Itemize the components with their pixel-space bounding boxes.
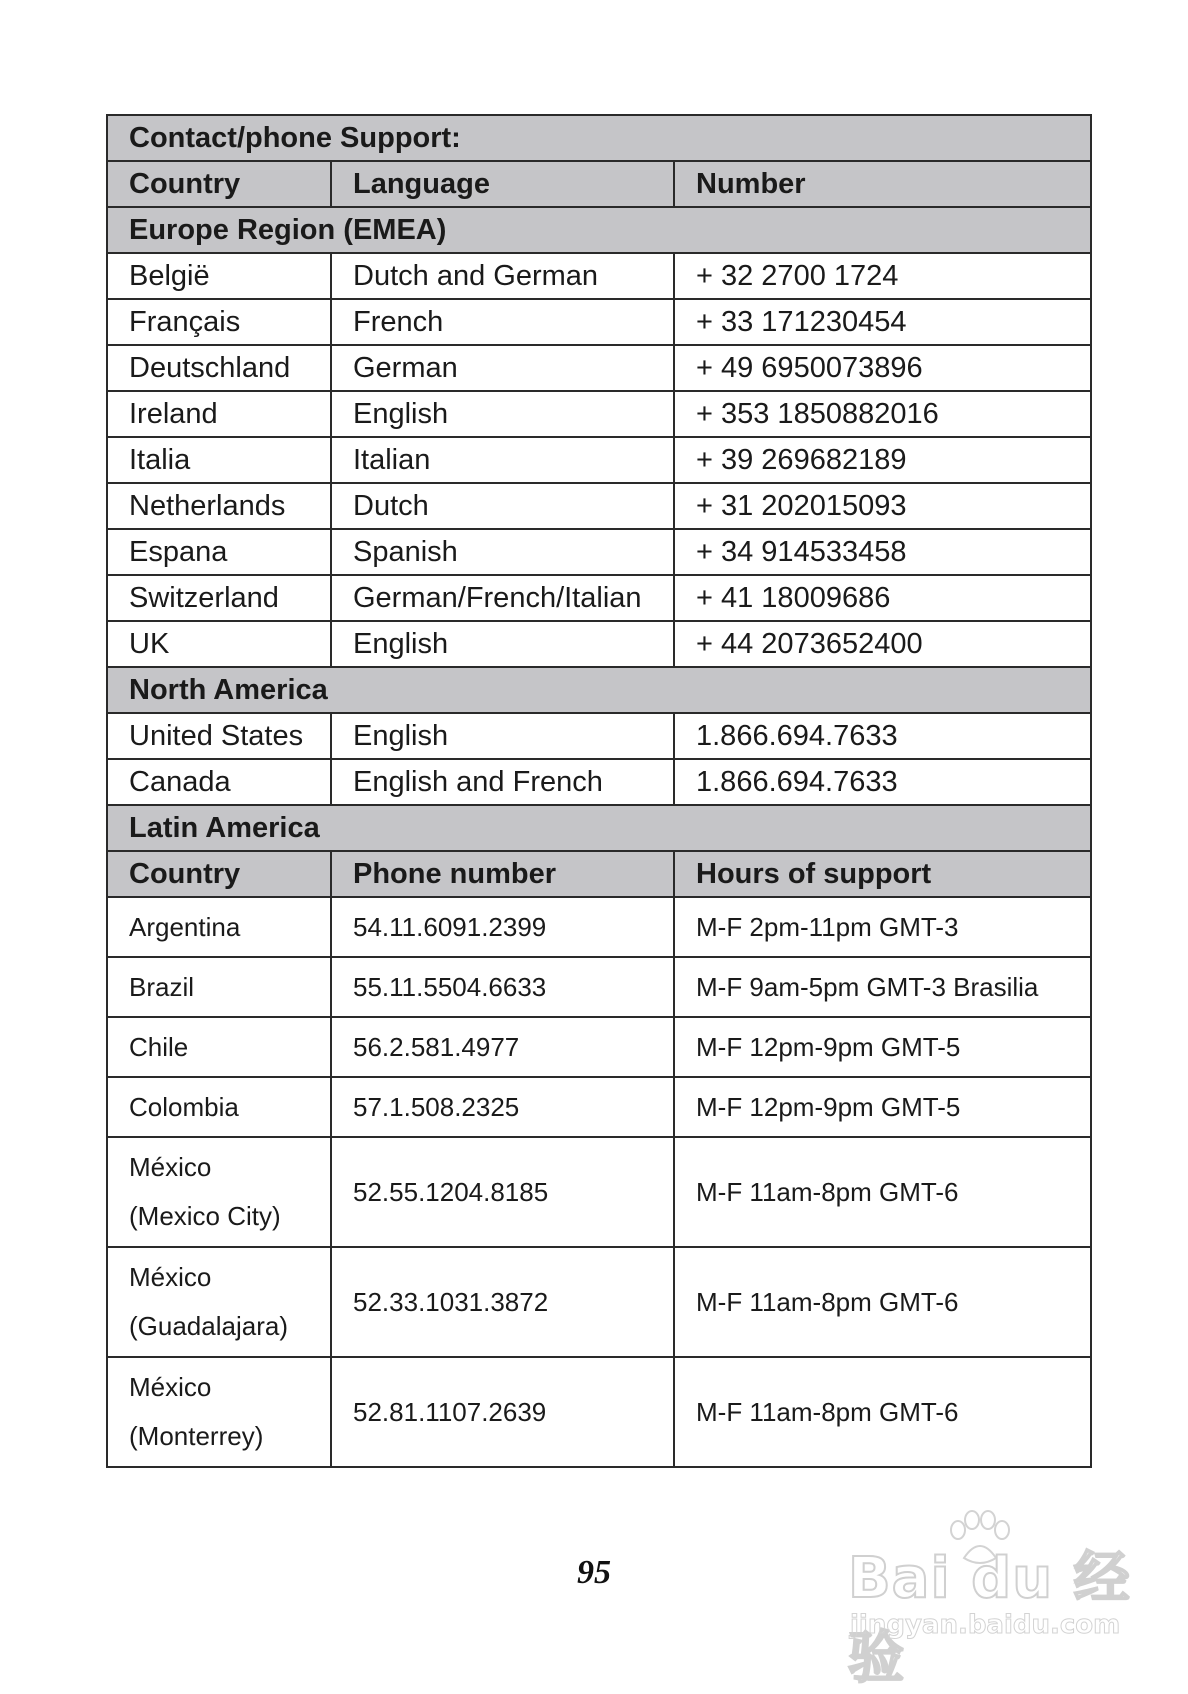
header-row xyxy=(107,161,1091,207)
table-row xyxy=(107,253,1091,299)
region-row-north-america xyxy=(107,667,1091,713)
language-cell: Dutch xyxy=(331,483,674,529)
hours-cell: M-F 11am-8pm GMT-6 xyxy=(674,1247,1091,1357)
country-cell: Français xyxy=(107,299,331,345)
phone-cell: 56.2.581.4977 xyxy=(331,1017,674,1077)
page-number: 95 xyxy=(577,1554,611,1591)
hours-cell: M-F 12pm-9pm GMT-5 xyxy=(674,1017,1091,1077)
header-phone-number: Phone number xyxy=(331,851,674,897)
table-row xyxy=(107,1077,1091,1137)
table-title: Contact/phone Support: xyxy=(107,115,1091,161)
table-row xyxy=(107,759,1091,805)
number-cell: + 44 2073652400 xyxy=(674,621,1091,667)
city-name: (Guadalajara) xyxy=(129,1311,288,1341)
number-cell: + 33 171230454 xyxy=(674,299,1091,345)
watermark-url: jingyan.baidu.com xyxy=(850,1610,1121,1640)
table-row xyxy=(107,713,1091,759)
baidu-watermark xyxy=(848,1510,1148,1691)
country-cell: Argentina xyxy=(107,897,331,957)
country-cell: België xyxy=(107,253,331,299)
language-cell: Dutch and German xyxy=(331,253,674,299)
phone-cell: 57.1.508.2325 xyxy=(331,1077,674,1137)
language-cell: English and French xyxy=(331,759,674,805)
region-label: Europe Region (EMEA) xyxy=(107,207,1091,253)
country-cell: Colombia xyxy=(107,1077,331,1137)
number-cell: 1.866.694.7633 xyxy=(674,759,1091,805)
contact-support-table xyxy=(106,114,1092,1468)
table-title-row xyxy=(107,115,1091,161)
language-cell: English xyxy=(331,713,674,759)
language-cell: German xyxy=(331,345,674,391)
country-cell: Espana xyxy=(107,529,331,575)
latam-header-row xyxy=(107,851,1091,897)
language-cell: Spanish xyxy=(331,529,674,575)
region-label: Latin America xyxy=(107,805,1091,851)
country-cell: Italia xyxy=(107,437,331,483)
country-cell xyxy=(107,1137,331,1247)
number-cell: + 31 202015093 xyxy=(674,483,1091,529)
table-row xyxy=(107,391,1091,437)
country-cell: United States xyxy=(107,713,331,759)
number-cell: + 34 914533458 xyxy=(674,529,1091,575)
language-cell: French xyxy=(331,299,674,345)
table-row xyxy=(107,1357,1091,1467)
country-name: México xyxy=(129,1152,212,1182)
header-hours-of-support: Hours of support xyxy=(674,851,1091,897)
table-row xyxy=(107,1137,1091,1247)
phone-cell: 52.33.1031.3872 xyxy=(331,1247,674,1357)
table-row xyxy=(107,621,1091,667)
language-cell: English xyxy=(331,621,674,667)
region-label: North America xyxy=(107,667,1091,713)
number-cell: 1.866.694.7633 xyxy=(674,713,1091,759)
hours-cell: M-F 11am-8pm GMT-6 xyxy=(674,1137,1091,1247)
country-name: México xyxy=(129,1372,212,1402)
country-cell: Chile xyxy=(107,1017,331,1077)
table-row xyxy=(107,483,1091,529)
country-cell: Switzerland xyxy=(107,575,331,621)
country-cell: UK xyxy=(107,621,331,667)
header-number: Number xyxy=(674,161,1091,207)
phone-cell: 52.81.1107.2639 xyxy=(331,1357,674,1467)
country-cell: Brazil xyxy=(107,957,331,1017)
table-row xyxy=(107,957,1091,1017)
number-cell: + 32 2700 1724 xyxy=(674,253,1091,299)
hours-cell: M-F 12pm-9pm GMT-5 xyxy=(674,1077,1091,1137)
language-cell: Italian xyxy=(331,437,674,483)
hours-cell: M-F 2pm-11pm GMT-3 xyxy=(674,897,1091,957)
country-name: México xyxy=(129,1262,212,1292)
language-cell: German/French/Italian xyxy=(331,575,674,621)
table-row xyxy=(107,437,1091,483)
country-cell xyxy=(107,1247,331,1357)
table-row xyxy=(107,897,1091,957)
number-cell: + 353 1850882016 xyxy=(674,391,1091,437)
city-name: (Monterrey) xyxy=(129,1421,264,1451)
country-cell: Canada xyxy=(107,759,331,805)
watermark-brand: Bai du 经验 xyxy=(848,1546,1131,1691)
region-row-latin-america xyxy=(107,805,1091,851)
table-row xyxy=(107,299,1091,345)
phone-cell: 52.55.1204.8185 xyxy=(331,1137,674,1247)
header-country: Country xyxy=(107,161,331,207)
language-cell: English xyxy=(331,391,674,437)
country-cell: Ireland xyxy=(107,391,331,437)
number-cell: + 41 18009686 xyxy=(674,575,1091,621)
region-row-emea xyxy=(107,207,1091,253)
hours-cell: M-F 11am-8pm GMT-6 xyxy=(674,1357,1091,1467)
number-cell: + 39 269682189 xyxy=(674,437,1091,483)
number-cell: + 49 6950073896 xyxy=(674,345,1091,391)
table-row xyxy=(107,529,1091,575)
table-row xyxy=(107,345,1091,391)
table-row xyxy=(107,1247,1091,1357)
phone-cell: 55.11.5504.6633 xyxy=(331,957,674,1017)
country-cell: Deutschland xyxy=(107,345,331,391)
header-country: Country xyxy=(107,851,331,897)
country-cell xyxy=(107,1357,331,1467)
table-row xyxy=(107,575,1091,621)
table-row xyxy=(107,1017,1091,1077)
phone-cell: 54.11.6091.2399 xyxy=(331,897,674,957)
country-cell: Netherlands xyxy=(107,483,331,529)
header-language: Language xyxy=(331,161,674,207)
city-name: (Mexico City) xyxy=(129,1201,281,1231)
hours-cell: M-F 9am-5pm GMT-3 Brasilia xyxy=(674,957,1091,1017)
